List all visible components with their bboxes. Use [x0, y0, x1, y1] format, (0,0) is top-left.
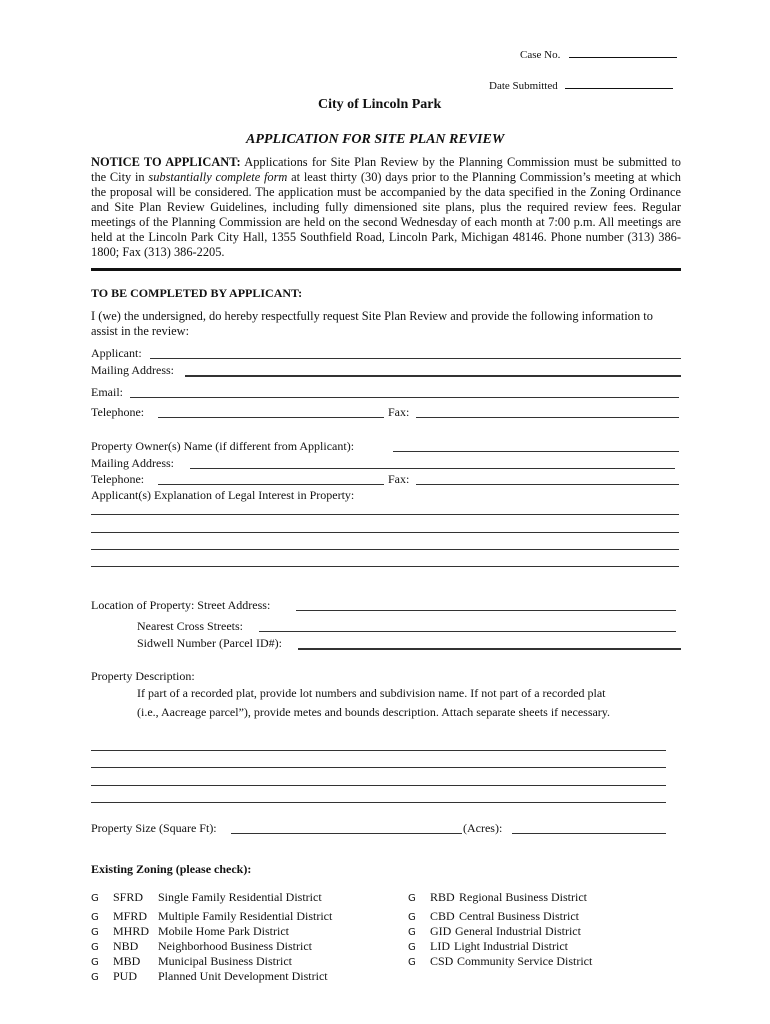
applicant-telephone-input-line[interactable]: [158, 417, 384, 418]
zoning-name-gid: General Industrial District: [455, 924, 581, 938]
owner-name-input-line[interactable]: [393, 451, 679, 452]
owner-telephone-input-line[interactable]: [158, 484, 384, 485]
date-submitted-field[interactable]: [489, 77, 673, 92]
zoning-name-csd: Community Service District: [457, 954, 593, 968]
zoning-code-gid: GID: [430, 924, 452, 938]
notice-text-2: at least thirty (30) days prior to the Planning Commission’s meeting at which the proposal will be considered. The application must be accompanied by the data specified in the Zoning Ordinance and Site Plan Review Guidelines, including fully dimensioned site plans, plus the required review fees. Regular meetings of the Planning Commission are held on the second Wednesday of each month at 7:00 p.m. All meetings are held at the Lincoln Park City Hall, 1355 Southfield Road, Lincoln Park, Michigan 48146. Phone number (313) 386-1800; Fax (313) 386-2205.: [91, 170, 681, 259]
zoning-code-csd: CSD: [430, 954, 454, 968]
sidwell-number-input-line[interactable]: [298, 648, 681, 650]
description-line-3[interactable]: [91, 785, 666, 786]
acres-label: (Acres):: [463, 821, 503, 835]
zoning-checkbox-pud[interactable]: G: [91, 972, 99, 983]
square-feet-label: Property Size (Square Ft):: [91, 821, 217, 835]
zoning-code-rbd: RBD: [430, 890, 455, 904]
legal-interest-line-3[interactable]: [91, 549, 679, 550]
applicant-fax-label: Fax:: [388, 405, 410, 419]
square-feet-input-line[interactable]: [231, 833, 462, 834]
zoning-name-nbd: Neighborhood Business District: [158, 939, 312, 953]
property-description-label: Property Description:: [91, 669, 195, 683]
sidwell-number-label: Sidwell Number (Parcel ID#):: [137, 636, 282, 650]
zoning-checkbox-nbd[interactable]: G: [91, 942, 99, 953]
cross-streets-label: Nearest Cross Streets:: [137, 619, 243, 633]
owner-fax-label: Fax:: [388, 472, 410, 486]
zoning-code-nbd: NBD: [113, 939, 139, 953]
city-name: City of Lincoln Park: [318, 97, 442, 112]
section-divider: [91, 268, 681, 271]
applicant-fax-input-line[interactable]: [416, 417, 679, 418]
zoning-name-sfrd: Single Family Residential District: [158, 890, 322, 904]
applicant-input-line[interactable]: [150, 358, 681, 359]
legal-interest-line-2[interactable]: [91, 532, 679, 533]
description-line-2[interactable]: [91, 767, 666, 768]
owner-fax-input-line[interactable]: [416, 484, 679, 485]
applicant-mailing-label: Mailing Address:: [91, 363, 174, 377]
zoning-checkbox-mfrd[interactable]: G: [91, 912, 99, 923]
date-submitted-line[interactable]: [565, 77, 673, 89]
zoning-name-mfrd: Multiple Family Residential District: [158, 909, 333, 923]
notice-paragraph: [91, 155, 681, 260]
zoning-checkbox-gid[interactable]: G: [408, 927, 416, 938]
notice-emphasis: substantially complete form: [148, 170, 288, 184]
property-description-instructions-1: If part of a recorded plat, provide lot numbers and subdivision name. If not part of a recorded plat: [137, 686, 606, 700]
owner-telephone-label: Telephone:: [91, 472, 145, 486]
zoning-code-mbd: MBD: [113, 954, 141, 968]
property-description-instructions-2: (i.e., Aacreage parcel”), provide metes and bounds description. Attach separate sheets if necessary.: [137, 705, 611, 719]
email-label: Email:: [91, 385, 123, 399]
zoning-code-lid: LID: [430, 939, 450, 953]
legal-interest-line-4[interactable]: [91, 566, 679, 567]
zoning-code-mhrd: MHRD: [113, 924, 150, 938]
case-number-field[interactable]: [520, 46, 677, 61]
applicant-telephone-label: Telephone:: [91, 405, 145, 419]
street-address-input-line[interactable]: [296, 610, 676, 611]
case-number-label: Case No.: [520, 49, 561, 61]
zoning-code-sfrd: SFRD: [113, 890, 144, 904]
zoning-code-pud: PUD: [113, 969, 138, 983]
owner-name-label: Property Owner(s) Name (if different from Applicant):: [91, 439, 355, 453]
legal-interest-label: Applicant(s) Explanation of Legal Interest in Property:: [91, 488, 355, 502]
zoning-name-mbd: Municipal Business District: [158, 954, 292, 968]
applicant-section-heading: TO BE COMPLETED BY APPLICANT:: [91, 286, 303, 300]
owner-mailing-label: Mailing Address:: [91, 456, 174, 470]
zoning-checkbox-mbd[interactable]: G: [91, 957, 99, 968]
form-title: APPLICATION FOR SITE PLAN REVIEW: [246, 132, 505, 147]
email-input-line[interactable]: [130, 397, 679, 398]
applicant-intro: I (we) the undersigned, do hereby respectfully request Site Plan Review and provide the following information to assist in the review:: [91, 309, 653, 338]
applicant-label: Applicant:: [91, 346, 142, 360]
zoning-checkbox-lid[interactable]: G: [408, 942, 416, 953]
legal-interest-line-1[interactable]: [91, 514, 679, 515]
zoning-checkbox-mhrd[interactable]: G: [91, 927, 99, 938]
zoning-name-pud: Planned Unit Development District: [158, 969, 328, 983]
zoning-name-mhrd: Mobile Home Park District: [158, 924, 289, 938]
zoning-checkbox-cbd[interactable]: G: [408, 912, 416, 923]
notice-lead: NOTICE TO APPLICANT:: [91, 155, 241, 169]
zoning-name-cbd: Central Business District: [459, 909, 579, 923]
zoning-name-rbd: Regional Business District: [459, 890, 587, 904]
notice-text-1: Applications for Site Plan Review by the Planning Commission must be submitted to the City in: [91, 155, 681, 184]
zoning-checkbox-csd[interactable]: G: [408, 957, 416, 968]
zoning-heading: Existing Zoning (please check):: [91, 862, 252, 876]
zoning-checkbox-sfrd[interactable]: G: [91, 893, 99, 904]
description-line-4[interactable]: [91, 802, 666, 803]
acres-input-line[interactable]: [512, 833, 666, 834]
applicant-mailing-input-line[interactable]: [185, 375, 681, 377]
zoning-checkbox-rbd[interactable]: G: [408, 893, 416, 904]
cross-streets-input-line[interactable]: [259, 631, 676, 632]
description-line-1[interactable]: [91, 750, 666, 751]
zoning-code-cbd: CBD: [430, 909, 455, 923]
zoning-name-lid: Light Industrial District: [454, 939, 568, 953]
zoning-code-mfrd: MFRD: [113, 909, 148, 923]
owner-mailing-input-line[interactable]: [190, 468, 675, 469]
street-address-label: Location of Property: Street Address:: [91, 598, 271, 612]
case-number-line[interactable]: [569, 46, 677, 58]
date-submitted-label: Date Submitted: [489, 80, 558, 92]
